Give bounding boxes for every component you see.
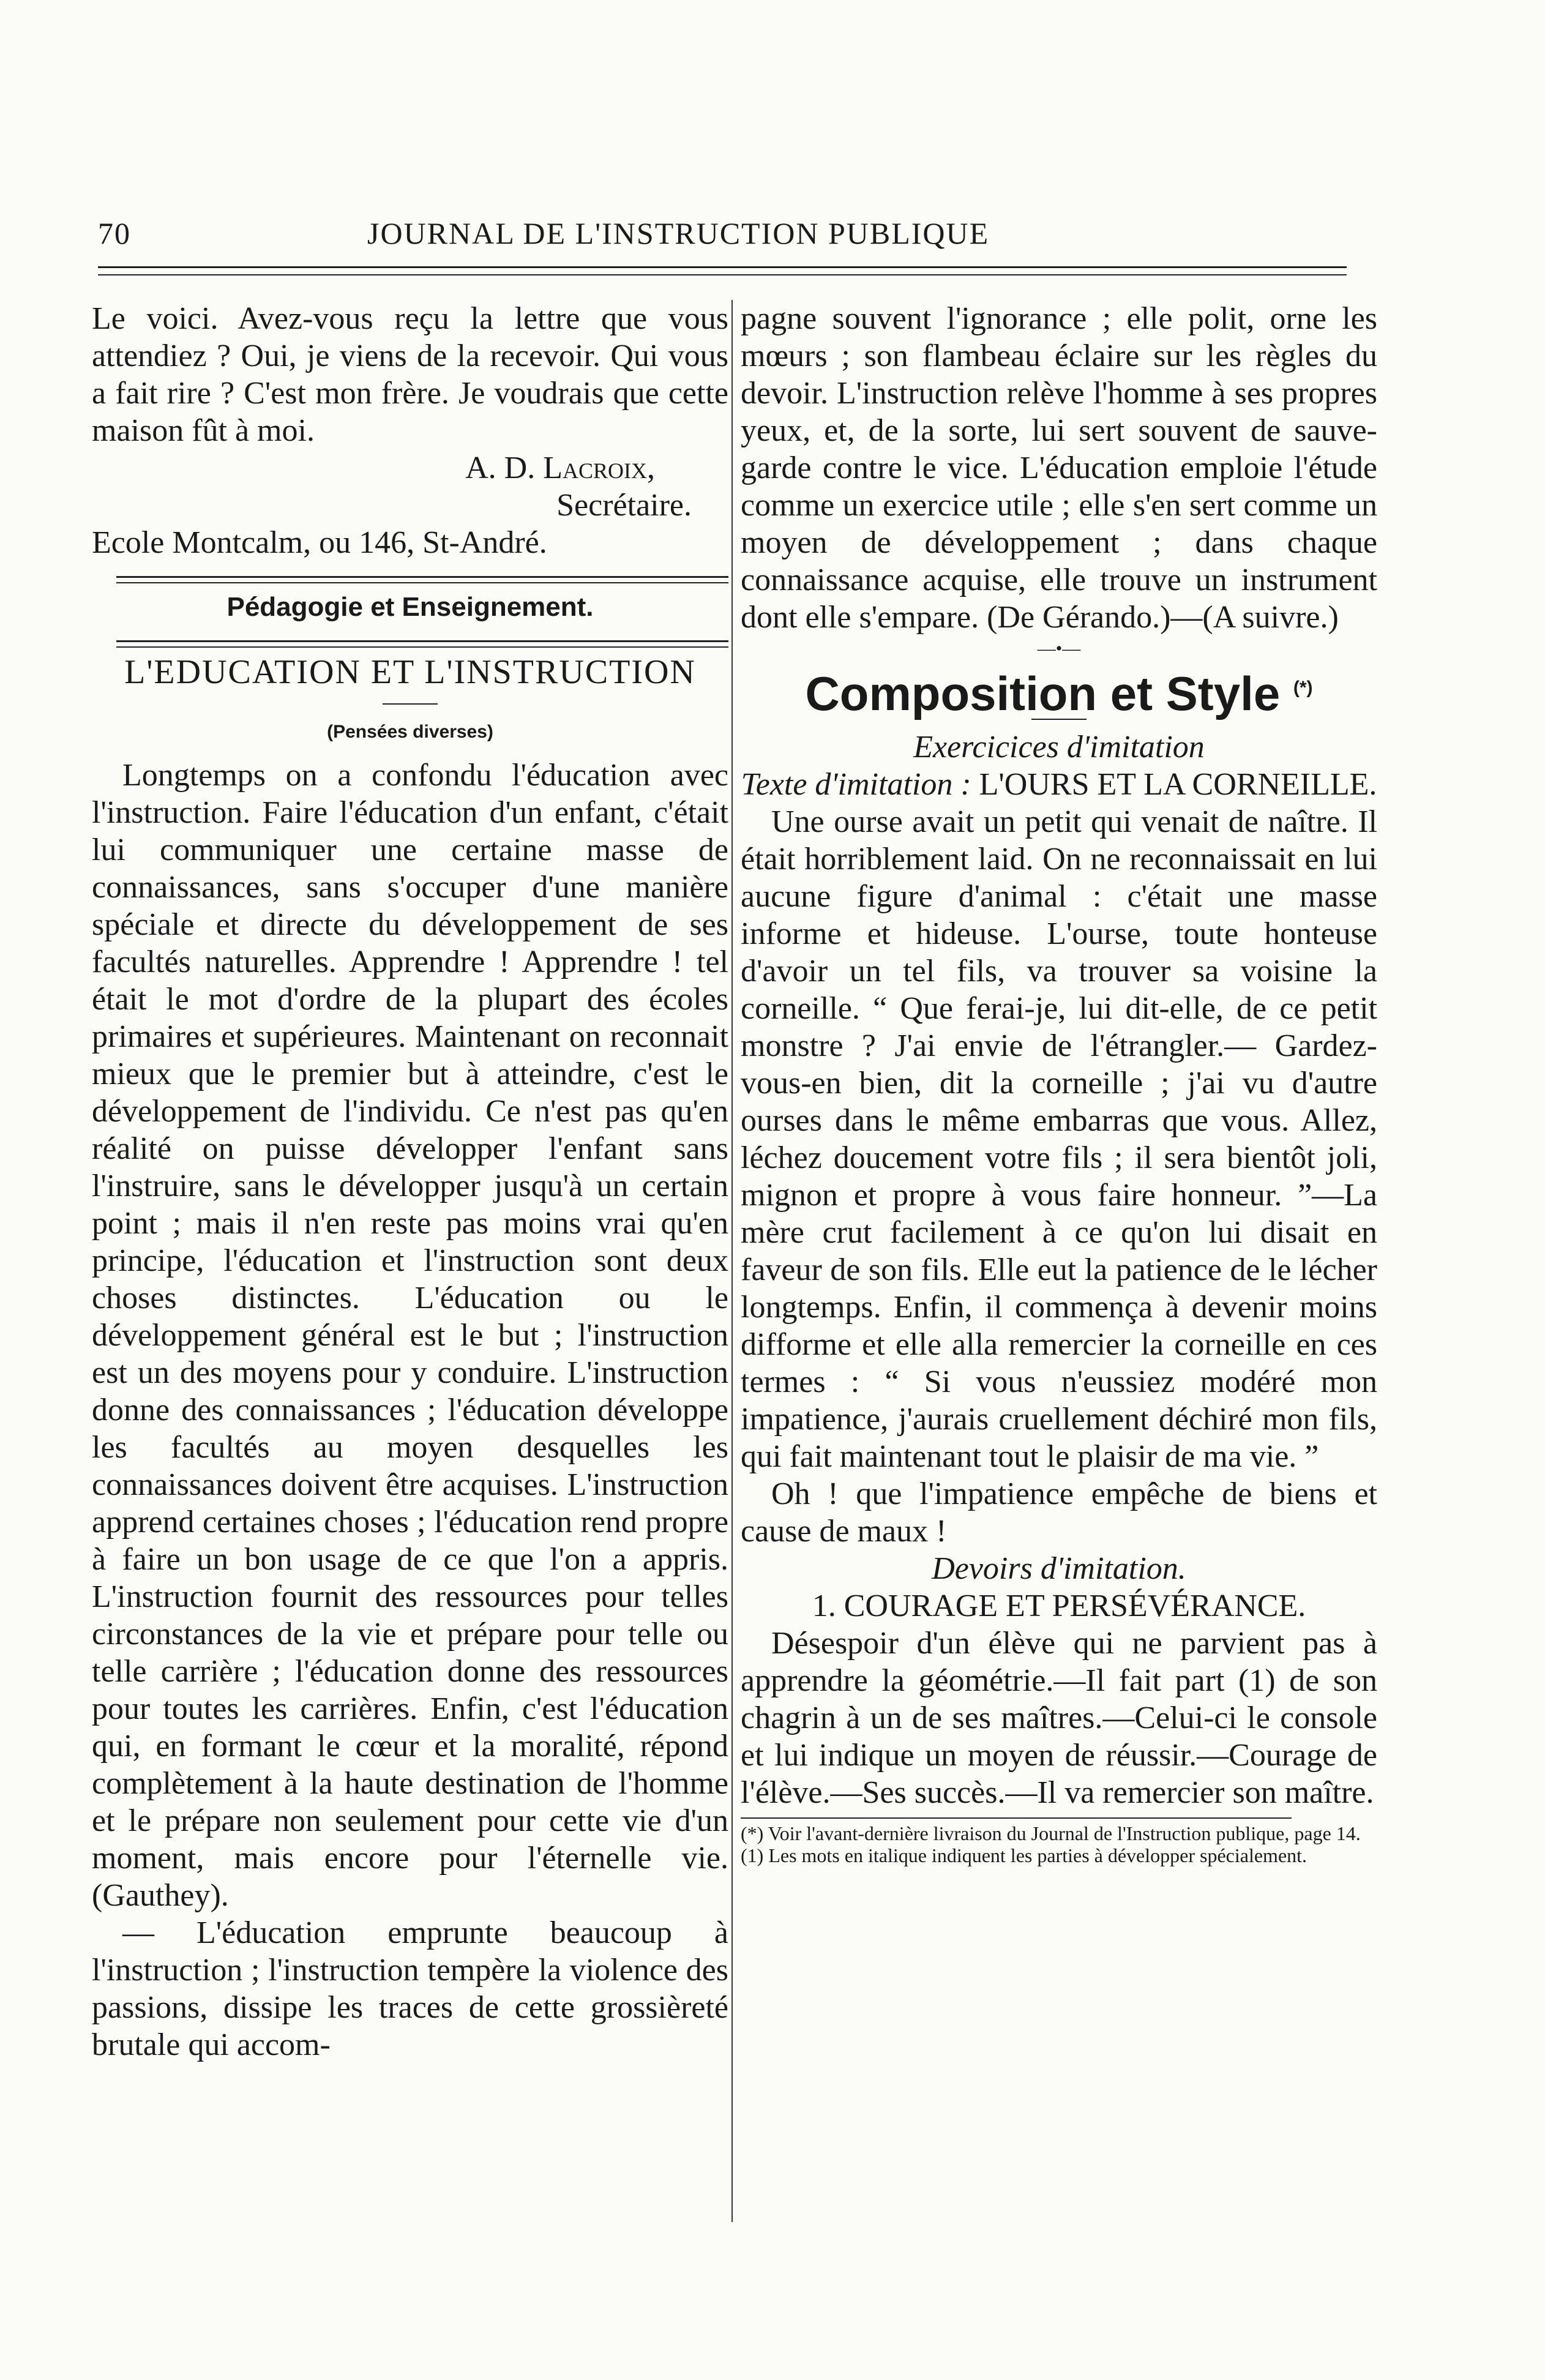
fable-moral: Oh ! que l'impatience empêche de biens et cause de maux ! — [741, 1476, 1377, 1549]
separator-ornament: —•— — [1037, 638, 1081, 659]
section-rule-bottom — [116, 640, 728, 648]
left-column — [92, 300, 728, 2064]
composition-heading — [741, 667, 1377, 720]
text-imitation-label: Texte d'imitation : — [741, 767, 971, 802]
signature-role: Secrétaire. — [556, 488, 692, 523]
devoir-1-text: Désespoir d'un élève qui ne parvient pas à apprendre la géométrie.—Il fait part (1) de son chagrin à un de ses maîtres.—Celui-ci le console et lui indique un moyen de réussir.—Courage de l'élève.—Ses succès.—Il va remercier son maître. — [741, 1626, 1377, 1810]
article-title: L'EDUCATION ET L'INSTRUCTION — [124, 653, 696, 691]
header-rule — [98, 266, 1347, 275]
journal-title: JOURNAL DE L'INSTRUCTION PUBLIQUE — [367, 216, 990, 250]
page-header — [98, 215, 1334, 258]
fable-text: Une ourse avait un petit qui venait de naître. Il était horriblement laid. On ne reconnaissait en lui aucune figure d'animal : c'était une masse informe et hideuse. L'ourse, toute honteuse d'avoir un tel fils, va trouver sa voisine la corneille. “ Que ferai-je, lui dit-elle, de ce petit monstre ? J'ai envie de l'étrangler.— Gardez-vous-en bien, dit la corneille ; j'ai vu d'autre ourses dans le même embarras que vous. Allez, léchez doucement votre fils ; il sera bientôt joli, mignon et propre à vous faire honneur. ”—La mère crut facilement à ce qu'on lui disait en faveur de son fils. Elle eut la patience de le lécher longtemps. Enfin, il commença à devenir moins difforme et elle alla remercier la corneille en ces termes : “ Si vous n'eussiez modéré mon impatience, j'aurais cruellement déchiré mon fils, qui fait maintenant tout le plaisir de ma vie. ” — [741, 804, 1377, 1474]
article-subtitle: (Pensées diverses) — [327, 722, 493, 742]
column-divider — [731, 300, 733, 2222]
composition-heading-text: Composition et Style — [805, 667, 1281, 720]
right-column — [741, 300, 1377, 1866]
signature-school: Ecole Montcalm, ou 146, St-André. — [92, 525, 547, 560]
article-paragraph-1: Longtemps on a confondu l'éducation avec l'instruction. Faire l'éducation d'un enfant, c'était lui communiquer une certaine masse de connaissances, sans s'occuper d'une manière spéciale et directe du développement de ses facultés naturelles. Apprendre ! Apprendre ! tel était le mot d'ordre de la plupart des écoles primaires et supérieures. Maintenant on reconnait mieux que le premier but à atteindre, c'est le développement de l'individu. Ce n'est pas qu'en réalité on puisse développer l'enfant sans l'instruire, sans le développer jusqu'à un certain point ; mais il n'en reste pas moins vrai qu'en principe, l'éducation et l'instruction sont deux choses distinctes. L'éducation ou le développement général est le but ; l'instruction est un des moyens pour y conduire. L'instruction donne des connaissances ; l'éducation développe les facultés au moyen desquelles les connaissances doivent être acquises. L'instruction apprend certaines choses ; l'éducation rend propre à faire un bon usage de ce que l'on a appris. L'instruction fournit des ressources pour telles circonstances de la vie et prépare pour telle ou telle carrière ; l'éducation donne des ressources pour toutes les carrières. Enfin, c'est l'éducation qui, en formant le cœur et la moralité, répond complètement à la haute destination de l'homme et le prépare non seulement pour cette vie d'un moment, mais encore pour l'éternelle vie. (Gauthey). — [92, 758, 728, 1913]
devoir-1-title: 1. COURAGE ET PERSÉVÉRANCE. — [812, 1589, 1306, 1623]
title-rule — [383, 703, 438, 705]
composition-heading-mark: (*) — [1293, 678, 1313, 698]
letter-text: Le voici. Avez-vous reçu la lettre que vous attendiez ? Oui, je viens de la recevoir. Qui vous a fait rire ? C'est mon frère. Je voudrais que cette maison fût à moi. — [92, 301, 728, 448]
text-imitation-line — [741, 766, 1377, 803]
footnote-rule — [741, 1817, 1292, 1819]
section-rule — [116, 576, 728, 583]
continuation-text: pagne souvent l'ignorance ; elle polit, orne les mœurs ; son flambeau éclaire sur les règles du devoir. L'instruction relève l'homme à ses propres yeux, et, de la sorte, lui sert souvent de sauve-garde contre le vice. L'éducation emploie l'étude comme un exercice utile ; elle s'en sert comme un moyen de développement ; dans chaque connaissance acquise, elle trouve un instrument dont elle s'empare. (De Gérando.)—(A suivre.) — [741, 301, 1377, 635]
devoirs-heading: Devoirs d'imitation. — [932, 1551, 1186, 1586]
footnote-1: (*) Voir l'avant-dernière livraison du Journal de l'Instruction publique, page 14. — [741, 1822, 1361, 1844]
footnote-2: (1) Les mots en italique indiquent les parties à développer spécialement. — [741, 1844, 1307, 1866]
section-heading: Pédagogie et Enseignement. — [226, 592, 594, 622]
signature-name: A. D. Lacroix, — [465, 451, 655, 485]
page-number: 70 — [98, 216, 131, 250]
exercises-subheading: Exercicices d'imitation — [913, 730, 1205, 765]
text-imitation-title: L'OURS ET LA CORNEILLE. — [979, 767, 1377, 802]
article-paragraph-2: — L'éducation emprunte beaucoup à l'instruction ; l'instruction tempère la violence des passions, dissipe les traces de cette grossièreté brutale qui accom- — [92, 1915, 728, 2062]
